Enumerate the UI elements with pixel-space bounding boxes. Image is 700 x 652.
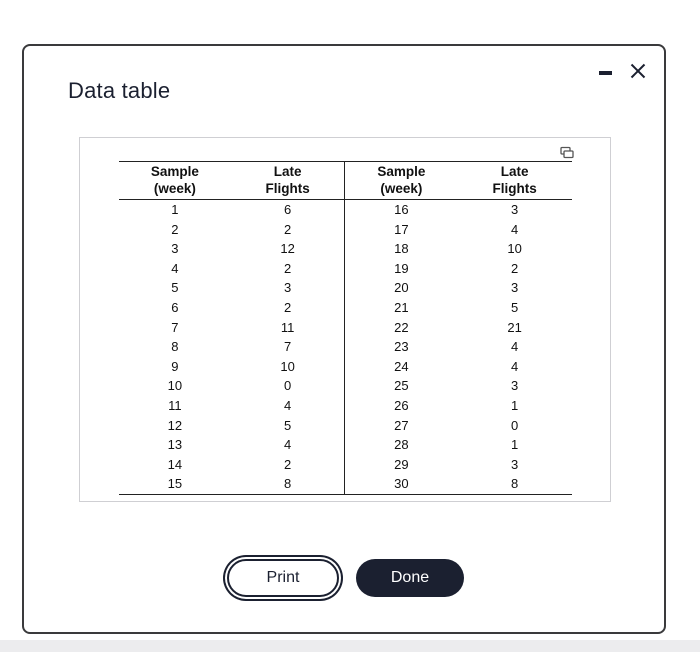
- table-row: [119, 239, 572, 259]
- table-row: [119, 337, 572, 357]
- cell-sample-week: 19: [394, 260, 409, 276]
- cell-late-flights: 21: [507, 319, 522, 335]
- data-table-dialog: [22, 44, 666, 634]
- header-text: (week): [153, 181, 196, 196]
- cell-sample-week: 26: [394, 397, 409, 413]
- print-button[interactable]: Print: [227, 559, 339, 597]
- cell-sample-week: 13: [167, 437, 183, 453]
- cell-sample-week: 27: [394, 417, 409, 433]
- table-row: [119, 220, 572, 240]
- table-row: [119, 396, 572, 416]
- table-row: [119, 376, 572, 396]
- table-row: [119, 357, 572, 377]
- table-row: [119, 200, 572, 220]
- cell-sample-week: 15: [119, 474, 231, 494]
- cell-late-flights: 8: [231, 474, 345, 494]
- cell-late-flights: 4: [511, 358, 519, 374]
- minimize-button[interactable]: [594, 60, 616, 82]
- cell-late-flights: 2: [231, 259, 345, 279]
- table-row: [119, 318, 572, 338]
- table-frame: [79, 137, 611, 502]
- cell-late-flights: 10: [231, 357, 345, 377]
- table-header-row: [119, 162, 572, 200]
- cell-sample-week: 9: [171, 358, 179, 374]
- cell-late-flights: 2: [511, 260, 519, 276]
- cell-sample-week: 3: [171, 241, 179, 257]
- cell-late-flights: 1: [511, 437, 519, 453]
- cell-sample-week: 1: [171, 202, 179, 217]
- cell-late-flights: 4: [231, 396, 345, 416]
- header-text: Flights: [265, 181, 310, 196]
- table-row: [119, 435, 572, 455]
- cell-late-flights: 2: [231, 220, 345, 240]
- cell-sample-week: 10: [167, 378, 183, 394]
- cell-sample-week: 21: [394, 299, 409, 315]
- cell-sample-week: 4: [171, 260, 179, 276]
- cell-late-flights: 2: [231, 298, 345, 318]
- cell-late-flights: 8: [457, 474, 572, 494]
- cell-sample-week: 18: [394, 241, 409, 257]
- cell-sample-week: 28: [394, 437, 409, 453]
- minimize-icon: [599, 71, 612, 75]
- cell-sample-week: 17: [394, 221, 409, 237]
- done-button[interactable]: Done: [356, 559, 464, 597]
- close-icon: [630, 63, 646, 79]
- table-row: [119, 259, 572, 279]
- cell-sample-week: 20: [394, 280, 409, 296]
- header-text: Flights: [492, 181, 537, 196]
- table-row: [119, 298, 572, 318]
- close-button[interactable]: [627, 60, 649, 82]
- cell-sample-week: 29: [394, 456, 409, 472]
- cell-sample-week: 22: [394, 319, 409, 335]
- cell-sample-week: 24: [394, 358, 409, 374]
- data-table-wrap: [119, 161, 572, 495]
- cell-late-flights: 11: [231, 318, 345, 338]
- cell-late-flights: 4: [511, 221, 519, 237]
- cell-sample-week: 8: [171, 339, 179, 355]
- header-late-flights-right: [457, 162, 572, 200]
- cell-late-flights: 3: [511, 456, 519, 472]
- cell-sample-week: 6: [171, 299, 179, 315]
- cell-sample-week: 7: [171, 319, 179, 335]
- header-sample-week-left: [119, 162, 231, 200]
- header-text: Sample: [377, 164, 426, 179]
- table-row: [119, 278, 572, 298]
- cell-late-flights: 1: [511, 397, 519, 413]
- cell-late-flights: 4: [231, 435, 345, 455]
- cell-sample-week: 12: [167, 417, 183, 433]
- copy-icon[interactable]: [560, 146, 574, 160]
- cell-late-flights: 5: [231, 416, 345, 436]
- header-text: (week): [380, 181, 423, 196]
- cell-late-flights: 4: [511, 339, 519, 355]
- cell-sample-week: 5: [171, 280, 179, 296]
- cell-late-flights: 10: [507, 241, 522, 257]
- table-row: [119, 474, 572, 494]
- cell-late-flights: 3: [511, 280, 519, 296]
- cell-late-flights: 3: [511, 378, 519, 394]
- cell-late-flights: 3: [231, 278, 345, 298]
- table-row: [119, 455, 572, 475]
- header-text: Late: [273, 164, 302, 179]
- cell-sample-week: 2: [171, 221, 179, 237]
- cell-sample-week: 14: [167, 456, 183, 472]
- header-text: Sample: [150, 164, 199, 179]
- cell-late-flights: 6: [231, 200, 345, 220]
- cell-late-flights: 12: [231, 239, 345, 259]
- cell-sample-week: 16: [394, 202, 409, 217]
- cell-late-flights: 0: [511, 417, 519, 433]
- cell-late-flights: 2: [231, 455, 345, 475]
- cell-late-flights: 0: [231, 376, 345, 396]
- dialog-title: Data table: [68, 78, 171, 103]
- bottom-strip: [0, 640, 700, 652]
- cell-sample-week: 23: [394, 339, 409, 355]
- table-body: [119, 200, 572, 495]
- header-sample-week-right: [345, 162, 457, 200]
- cell-late-flights: 3: [511, 202, 519, 217]
- cell-sample-week: 11: [168, 397, 182, 413]
- table-row: [119, 416, 572, 436]
- header-late-flights-left: [231, 162, 345, 200]
- cell-sample-week: 30: [345, 474, 457, 494]
- cell-late-flights: 7: [231, 337, 345, 357]
- header-text: Late: [500, 164, 529, 179]
- cell-sample-week: 25: [394, 378, 409, 394]
- cell-late-flights: 5: [511, 299, 519, 315]
- data-table: [119, 161, 572, 495]
